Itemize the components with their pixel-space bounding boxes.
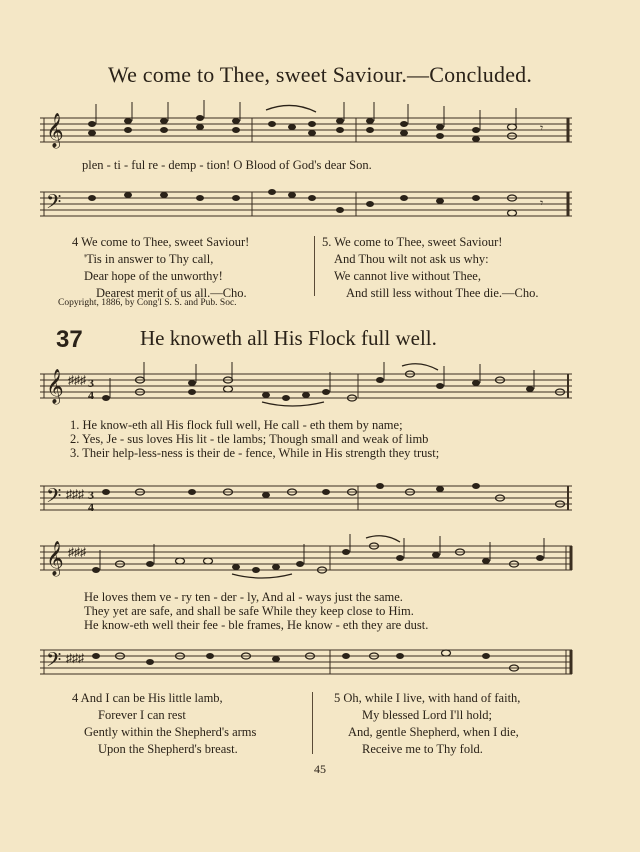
svg-text:4: 4 bbox=[88, 500, 94, 514]
treble-clef-icon: 𝄞 bbox=[46, 114, 64, 147]
svg-text:♯♯♯: ♯♯♯ bbox=[66, 487, 84, 501]
hymn-36-verse-4: 4 We come to Thee, sweet Saviour! 'Tis in answer to Thy call, Dear hope of the unworthy! Dearest merit of us all.—Cho. bbox=[72, 235, 250, 300]
hymn-37-verse-4: 4 And I can be His little lamb, Forever I can rest Gently within the Shepherd's arms Upon the Shepherd's breast. bbox=[72, 691, 257, 756]
hymn-37-system-2-treble-staff bbox=[40, 530, 580, 590]
bass-clef-icon: 𝄢 bbox=[46, 486, 62, 512]
svg-text:𝄾: 𝄾 bbox=[540, 121, 544, 135]
svg-text:3: 3 bbox=[88, 376, 94, 390]
hymn-36-lyrics: plen - ti - ful re - demp - tion! O Blood of God's dear Son. bbox=[82, 158, 372, 172]
hymn-36-verse-5: 5. We come to Thee, sweet Saviour! And Thou wilt not ask us why: We cannot live without Thee, And still less without Thee die.—Cho. bbox=[322, 235, 539, 300]
hymn-37-verse-1-line-2: He loves them ve - ry ten - der - ly, And al - ways just the same. bbox=[84, 590, 403, 604]
hymn-37-verse-2-line-2: They yet are safe, and shall be safe While they keep close to Him. bbox=[84, 604, 414, 618]
hymn-36-bass-staff bbox=[40, 176, 580, 232]
svg-text:𝄾: 𝄾 bbox=[540, 196, 544, 210]
bass-clef-icon: 𝄢 bbox=[46, 192, 62, 218]
hymn-37-system-2-bass-staff bbox=[40, 634, 580, 690]
svg-text:♯♯♯: ♯♯♯ bbox=[68, 545, 86, 559]
hymn-36-title: We come to Thee, sweet Saviour.—Concluded. bbox=[107, 62, 533, 87]
hymn-37-verse-5: 5 Oh, while I live, with hand of faith, My blessed Lord I'll hold; And, gentle Shepherd, when I die, Receive me to Thy fold. bbox=[334, 691, 521, 756]
page-number: 45 bbox=[314, 762, 326, 776]
svg-text:♯♯♯: ♯♯♯ bbox=[66, 651, 84, 665]
svg-text:4: 4 bbox=[88, 388, 94, 402]
verse-divider bbox=[314, 236, 315, 296]
hymn-37-verse-2-line-1: 2. Yes, Je - sus loves His lit - tle lambs; Though small and weak of limb bbox=[70, 432, 429, 446]
treble-clef-icon: 𝄞 bbox=[46, 370, 64, 403]
hymn-37-system-1-bass-staff bbox=[40, 466, 580, 524]
svg-text:♯♯♯: ♯♯♯ bbox=[68, 373, 86, 387]
hymn-37-verse-3-line-1: 3. Their help-less-ness is their de - fence, While in His strength they trust; bbox=[70, 446, 440, 460]
hymn-37-verse-1-line-1: 1. He know-eth all His flock full well, He call - eth them by name; bbox=[70, 418, 403, 432]
verse-divider bbox=[312, 692, 313, 754]
copyright-notice: Copyright, 1886, by Cong'l S. S. and Pub. Soc. bbox=[58, 298, 237, 308]
svg-text:3: 3 bbox=[88, 488, 94, 502]
hymn-37-title: He knoweth all His Flock full well. bbox=[140, 326, 437, 350]
treble-clef-icon: 𝄞 bbox=[46, 542, 64, 575]
hymn-37-verse-3-line-2: He know-eth well their fee - ble frames, He know - eth they are dust. bbox=[84, 618, 429, 632]
hymn-number: 37 bbox=[56, 326, 83, 353]
bass-clef-icon: 𝄢 bbox=[46, 650, 62, 676]
hymn-36-treble-staff bbox=[40, 98, 580, 158]
hymn-37-system-1-treble-staff bbox=[40, 358, 580, 420]
